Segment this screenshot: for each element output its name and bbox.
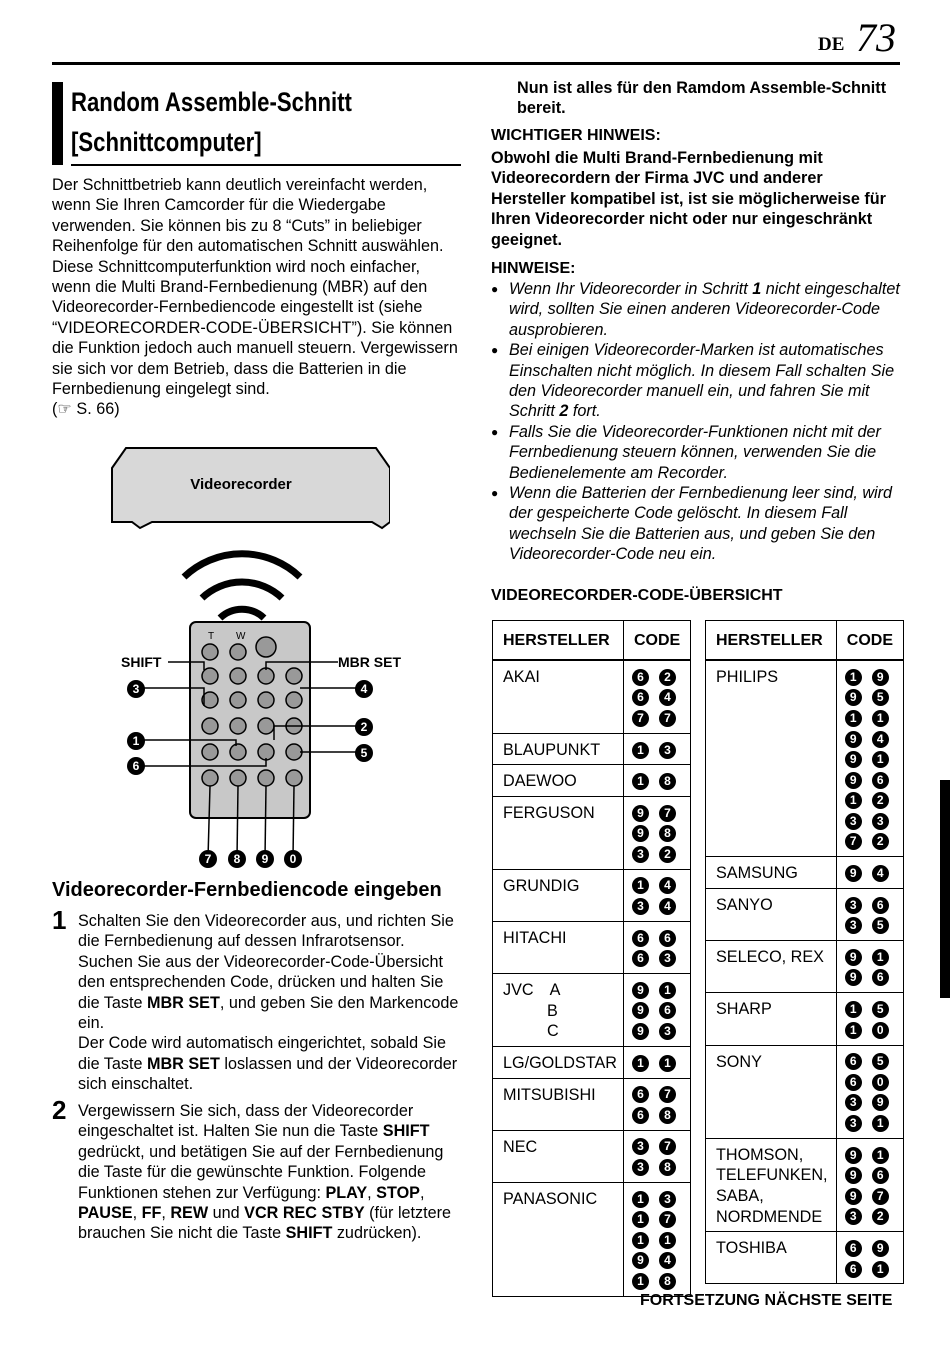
maker-cell: PANASONIC	[493, 1182, 624, 1296]
mbr-set-label: MBR SET	[338, 654, 401, 670]
code-pair	[632, 1251, 684, 1272]
code-digit: 8	[659, 773, 676, 790]
table-row	[493, 1046, 691, 1078]
code-digit: 9	[632, 982, 649, 999]
table-row	[493, 869, 691, 921]
code-digit: 1	[632, 1055, 649, 1072]
table-row	[493, 765, 691, 797]
table-row	[493, 733, 691, 765]
header-rule	[52, 62, 900, 65]
code-digit: 6	[872, 1167, 889, 1184]
code-digit: 2	[872, 792, 889, 809]
code-digit: 1	[632, 1232, 649, 1249]
code-digit: 6	[872, 897, 889, 914]
code-pair	[845, 1238, 897, 1259]
maker-cell: DAEWOO	[493, 765, 624, 797]
code-digit: 1	[872, 949, 889, 966]
code-pair	[845, 667, 897, 688]
code-digit: 6	[632, 1107, 649, 1124]
code-pair	[845, 1165, 897, 1186]
code-cell	[623, 1078, 690, 1130]
maker-variant: B	[547, 1001, 558, 1020]
code-digit: 2	[872, 1208, 889, 1225]
code-digit: 5	[872, 1001, 889, 1018]
code-pair	[845, 863, 897, 884]
code-digit: 9	[632, 805, 649, 822]
code-cell	[623, 974, 690, 1047]
code-digit: 3	[632, 1138, 649, 1155]
code-digit: 6	[845, 1240, 862, 1257]
code-digit: 5	[872, 689, 889, 706]
code-digit: 3	[659, 1023, 676, 1040]
code-digit: 3	[845, 1115, 862, 1132]
code-pair	[632, 740, 684, 761]
code-digit: 1	[632, 1191, 649, 1208]
table-row	[493, 974, 691, 1047]
code-digit: 0	[872, 1074, 889, 1091]
callout-0: 0	[284, 850, 302, 868]
code-digit: 9	[845, 1188, 862, 1205]
code-digit: 5	[872, 1053, 889, 1070]
code-digit: 3	[845, 1208, 862, 1225]
code-pair	[632, 708, 684, 729]
table-row	[706, 1232, 904, 1284]
code-digit: 9	[872, 1094, 889, 1111]
code-digit: 6	[872, 969, 889, 986]
code-digit: 4	[659, 877, 676, 894]
code-digit: 1	[659, 1232, 676, 1249]
section-title: Videorecorder-Fernbediencode eingeben	[52, 879, 442, 901]
table-row	[706, 660, 904, 857]
code-digit: 1	[872, 751, 889, 768]
col-code-header: CODE	[623, 621, 690, 661]
callout-2: 2	[355, 718, 373, 736]
code-digit: 1	[845, 669, 862, 686]
code-digit: 8	[659, 1107, 676, 1124]
code-digit: 4	[872, 865, 889, 882]
code-pair	[632, 1001, 684, 1022]
code-pair	[632, 1209, 684, 1230]
signal-waves-icon	[184, 554, 300, 618]
table-row	[706, 941, 904, 993]
table-row	[493, 1078, 691, 1130]
table-row	[493, 921, 691, 973]
callout-3: 3	[127, 680, 145, 698]
step-1-number: 1	[52, 905, 67, 935]
code-table-left	[492, 620, 691, 1297]
callout-6: 6	[127, 757, 145, 775]
code-digit: 4	[659, 1252, 676, 1269]
code-table-right	[705, 620, 904, 1284]
ready-text: Nun ist alles für den Ramdom Assemble-Schnitt bereit.	[517, 79, 887, 118]
code-pair	[845, 999, 897, 1020]
code-cell	[836, 993, 903, 1045]
callout-4: 4	[355, 680, 373, 698]
code-pair	[845, 1072, 897, 1093]
code-digit: 8	[659, 1159, 676, 1176]
callout-1: 1	[127, 732, 145, 750]
code-pair	[632, 896, 684, 917]
language-code: DE	[818, 34, 845, 55]
code-pair	[845, 1186, 897, 1207]
code-digit: 3	[659, 950, 676, 967]
code-pair	[632, 876, 684, 897]
step-1-text: Schalten Sie den Videorecorder aus, und richten Sie die Fernbedienung auf dessen Infrarotsensor. Suchen Sie aus der Videorecorder-Code-Übersicht den entsprechenden Code, drücken und halten Sie die Taste MBR SET, und geben Sie den Markencode ein. Der Code wird automatisch eingerichtet, sobald Sie die Taste MBR SET loslassen und der Videorecorder sich einschaltet.	[78, 912, 459, 1094]
code-cell	[836, 1045, 903, 1138]
code-pair	[845, 1145, 897, 1166]
code-pair	[845, 749, 897, 770]
code-pair	[632, 1230, 684, 1251]
code-digit: 3	[845, 813, 862, 830]
important-text: Obwohl die Multi Brand-Fernbedienung mit Videorecordern der Firma JVC und anderer Hersteller kompatibel ist, ist sie möglicherweise für Ihren Videorecorder nicht oder nur eingeschränkt geeignet.	[491, 149, 886, 249]
code-digit: 7	[659, 1211, 676, 1228]
code-digit: 7	[659, 1138, 676, 1155]
code-digit: 0	[872, 1022, 889, 1039]
code-digit: 1	[872, 710, 889, 727]
step-2-number: 2	[52, 1095, 67, 1125]
title-rule	[71, 164, 461, 166]
code-digit: 3	[845, 897, 862, 914]
title-line-2: [Schnittcomputer]	[71, 127, 262, 157]
code-digit: 6	[632, 689, 649, 706]
code-digit: 9	[872, 1240, 889, 1257]
code-pair	[632, 928, 684, 949]
code-digit: 7	[845, 833, 862, 850]
code-pair	[845, 1113, 897, 1134]
callout-5: 5	[355, 744, 373, 762]
shift-label: SHIFT	[121, 654, 162, 670]
code-digit: 3	[659, 1191, 676, 1208]
code-pair	[845, 688, 897, 709]
code-digit: 1	[632, 877, 649, 894]
maker-cell: SAMSUNG	[706, 857, 837, 889]
code-pair	[632, 771, 684, 792]
code-digit: 7	[659, 710, 676, 727]
code-pair	[845, 811, 897, 832]
code-digit: 9	[845, 689, 862, 706]
code-pair	[845, 968, 897, 989]
intro-text: Der Schnittbetrieb kann deutlich vereinfacht werden, wenn Sie Ihren Camcorder für die Wiedergabe verwenden. Sie können bis zu 8 “Cuts” in beliebiger Reihenfolge für den automatischen Schnitt auswählen. Diese Schnittcomputerfunktion wird noch einfacher, wenn die Multi Brand-Fernbedienung (MBR) auf den Videorecorder-Fernbediencode eingestellt ist (siehe “VIDEORECORDER-CODE-ÜBERSICHT”). Sie können die Funktion jedoch auch manuell steuern. Vergewissern sie sich vor dem Betrieb, dass die Batterien in die Fernbedienung eingelegt sind.	[52, 176, 458, 399]
code-pair	[845, 1259, 897, 1280]
table-title: VIDEORECORDER-CODE-ÜBERSICHT	[491, 587, 783, 604]
code-pair	[845, 729, 897, 750]
table-row	[706, 888, 904, 940]
code-digit: 3	[845, 917, 862, 934]
code-pair	[845, 832, 897, 853]
code-digit: 4	[872, 731, 889, 748]
code-digit: 1	[632, 742, 649, 759]
code-pair	[632, 667, 684, 688]
callout-8: 8	[228, 850, 246, 868]
maker-cell: SONY	[706, 1045, 837, 1138]
code-digit: 9	[872, 669, 889, 686]
code-digit: 1	[845, 1022, 862, 1039]
code-digit: 3	[659, 742, 676, 759]
code-pair	[845, 916, 897, 937]
code-pair	[632, 1189, 684, 1210]
code-pair	[632, 688, 684, 709]
code-digit: 1	[872, 1147, 889, 1164]
code-pair	[632, 1137, 684, 1158]
code-pair	[632, 1021, 684, 1042]
table-row	[493, 660, 691, 733]
code-digit: 6	[632, 930, 649, 947]
callout-7: 7	[199, 850, 217, 868]
code-digit: 9	[845, 1147, 862, 1164]
code-digit: 9	[632, 1252, 649, 1269]
code-digit: 9	[845, 1167, 862, 1184]
code-pair	[845, 791, 897, 812]
code-pair	[845, 1052, 897, 1073]
note-4: ● Wenn die Batterien der Fernbedienung leer sind, wird der gespeicherte Code gelöscht. In diesem Fall wechseln Sie die Batterien aus, und geben Sie den Videorecorder-Code neu ein.	[491, 483, 901, 565]
table-row	[493, 1182, 691, 1296]
code-digit: 3	[632, 846, 649, 863]
code-cell	[623, 1182, 690, 1296]
code-digit: 7	[872, 1188, 889, 1205]
remote-t-label: T	[208, 631, 215, 642]
code-digit: 1	[845, 792, 862, 809]
code-digit: 6	[845, 1053, 862, 1070]
code-digit: 6	[659, 1002, 676, 1019]
note-2: ● Bei einigen Videorecorder-Marken ist automatisches Einschalten nicht möglich. In diesem Fall schalten Sie den Videorecorder manuell ein, und fahren Sie mit Schritt 2 fort.	[491, 340, 901, 422]
maker-cell: FERGUSON	[493, 796, 624, 869]
code-digit: 1	[632, 773, 649, 790]
maker-variant: C	[547, 1022, 559, 1041]
code-pair	[632, 949, 684, 970]
code-pair	[632, 1157, 684, 1178]
code-digit: 6	[872, 772, 889, 789]
code-cell	[623, 869, 690, 921]
code-cell	[623, 660, 690, 733]
vcr-label: Videorecorder	[190, 476, 292, 493]
col-maker-header: HERSTELLER	[706, 621, 837, 661]
code-cell	[623, 765, 690, 797]
code-pair	[845, 947, 897, 968]
code-digit: 9	[845, 772, 862, 789]
code-digit: 6	[632, 669, 649, 686]
code-digit: 8	[659, 1273, 676, 1290]
code-digit: 9	[845, 949, 862, 966]
code-cell	[623, 1130, 690, 1182]
code-digit: 3	[632, 1159, 649, 1176]
remote-w-label: W	[236, 631, 246, 642]
code-digit: 9	[632, 825, 649, 842]
page-title	[71, 82, 391, 162]
title-line-1: Random Assemble-Schnitt	[71, 87, 352, 117]
code-digit: 7	[659, 805, 676, 822]
step-2-text: Vergewissern Sie sich, dass der Videorecorder eingeschaltet ist. Halten Sie nun die Taste SHIFT gedrückt, und betätigen Sie auf der Fernbedienung die Taste für die gewünschte Funktion. Folgende Funktionen stehen zur Verfügung: PLAY, STOP, PAUSE, FF, REW und VCR REC STBY (für letztere brauchen Sie nicht die Taste SHIFT zudrücken).	[78, 1102, 452, 1243]
maker-variant: A	[549, 981, 561, 1000]
note-1: ● Wenn Ihr Videorecorder in Schritt 1 nicht eingeschaltet wird, sollten Sie einen anderen Videorecorder-Code ausprobieren.	[491, 279, 901, 340]
maker-cell: NEC	[493, 1130, 624, 1182]
code-pair	[632, 1271, 684, 1292]
code-pair	[632, 824, 684, 845]
intro-reference: (☞ S. 66)	[52, 400, 120, 419]
code-digit: 6	[632, 1086, 649, 1103]
code-digit: 1	[632, 1211, 649, 1228]
code-cell	[623, 733, 690, 765]
code-pair	[632, 1105, 684, 1126]
code-digit: 1	[659, 982, 676, 999]
table-row	[706, 993, 904, 1045]
maker-cell: TOSHIBA	[706, 1232, 837, 1284]
code-pair	[845, 1093, 897, 1114]
code-cell	[623, 921, 690, 973]
continued-footer: FORTSETZUNG NÄCHSTE SEITE	[640, 1292, 893, 1309]
table-row	[706, 1045, 904, 1138]
language-tab	[940, 780, 950, 998]
title-bar	[52, 82, 63, 165]
notes-list	[491, 279, 901, 565]
notes-title: HINWEISE:	[491, 260, 576, 277]
code-digit: 3	[845, 1094, 862, 1111]
code-digit: 2	[659, 669, 676, 686]
page-number: 73	[856, 15, 896, 60]
code-digit: 3	[632, 898, 649, 915]
important-title: WICHTIGER HINWEIS:	[491, 127, 661, 144]
code-cell	[836, 857, 903, 889]
code-digit: 8	[659, 825, 676, 842]
code-cell	[836, 1138, 903, 1231]
code-digit: 1	[632, 1273, 649, 1290]
col-code-header: CODE	[836, 621, 903, 661]
code-digit: 1	[872, 1261, 889, 1278]
code-pair	[845, 1207, 897, 1228]
maker-cell: BLAUPUNKT	[493, 733, 624, 765]
col-maker-header: HERSTELLER	[493, 621, 624, 661]
code-cell	[623, 1046, 690, 1078]
table-row	[493, 1130, 691, 1182]
maker-cell: SANYO	[706, 888, 837, 940]
code-digit: 6	[845, 1074, 862, 1091]
code-digit: 6	[632, 950, 649, 967]
table-row	[706, 857, 904, 889]
maker-cell: PHILIPS	[706, 660, 837, 857]
code-digit: 7	[659, 1086, 676, 1103]
code-digit: 6	[845, 1261, 862, 1278]
code-pair	[845, 770, 897, 791]
code-digit: 9	[845, 969, 862, 986]
maker-cell: SHARP	[706, 993, 837, 1045]
code-digit: 1	[845, 1001, 862, 1018]
maker-cell: SELECO, REX	[706, 941, 837, 993]
note-3: ● Falls Sie die Videorecorder-Funktionen nicht mit der Fernbedienung steuern können, verwenden Sie die Bedienelemente am Recorder.	[491, 422, 901, 483]
maker-cell: AKAI	[493, 660, 624, 733]
code-digit: 5	[872, 917, 889, 934]
table-row	[706, 1138, 904, 1231]
code-pair	[845, 708, 897, 729]
maker-cell: GRUNDIG	[493, 869, 624, 921]
code-cell	[836, 1232, 903, 1284]
code-digit: 1	[872, 1115, 889, 1132]
code-pair	[632, 803, 684, 824]
code-digit: 9	[845, 731, 862, 748]
maker-cell: MITSUBISHI	[493, 1078, 624, 1130]
code-pair	[632, 980, 684, 1001]
code-pair	[845, 895, 897, 916]
code-cell	[836, 660, 903, 857]
code-cell	[623, 796, 690, 869]
code-digit: 9	[845, 751, 862, 768]
maker-cell: JVC A B C	[493, 974, 624, 1047]
code-cell	[836, 888, 903, 940]
code-digit: 9	[845, 865, 862, 882]
code-digit: 9	[632, 1023, 649, 1040]
intro-paragraph	[52, 175, 462, 420]
code-pair	[632, 1085, 684, 1106]
code-digit: 2	[872, 833, 889, 850]
code-digit: 4	[659, 898, 676, 915]
maker-cell: LG/GOLDSTAR	[493, 1046, 624, 1078]
code-pair	[632, 1053, 684, 1074]
code-digit: 1	[845, 710, 862, 727]
code-digit: 7	[632, 710, 649, 727]
code-digit: 6	[659, 930, 676, 947]
code-digit: 2	[659, 846, 676, 863]
maker-cell: THOMSON, TELEFUNKEN, SABA, NORDMENDE	[706, 1138, 837, 1231]
code-digit: 3	[872, 813, 889, 830]
callout-9: 9	[256, 850, 274, 868]
code-pair	[845, 1020, 897, 1041]
code-cell	[836, 941, 903, 993]
code-digit: 1	[659, 1055, 676, 1072]
code-digit: 9	[632, 1002, 649, 1019]
maker-cell: HITACHI	[493, 921, 624, 973]
table-row	[493, 796, 691, 869]
code-digit: 4	[659, 689, 676, 706]
code-pair	[632, 844, 684, 865]
